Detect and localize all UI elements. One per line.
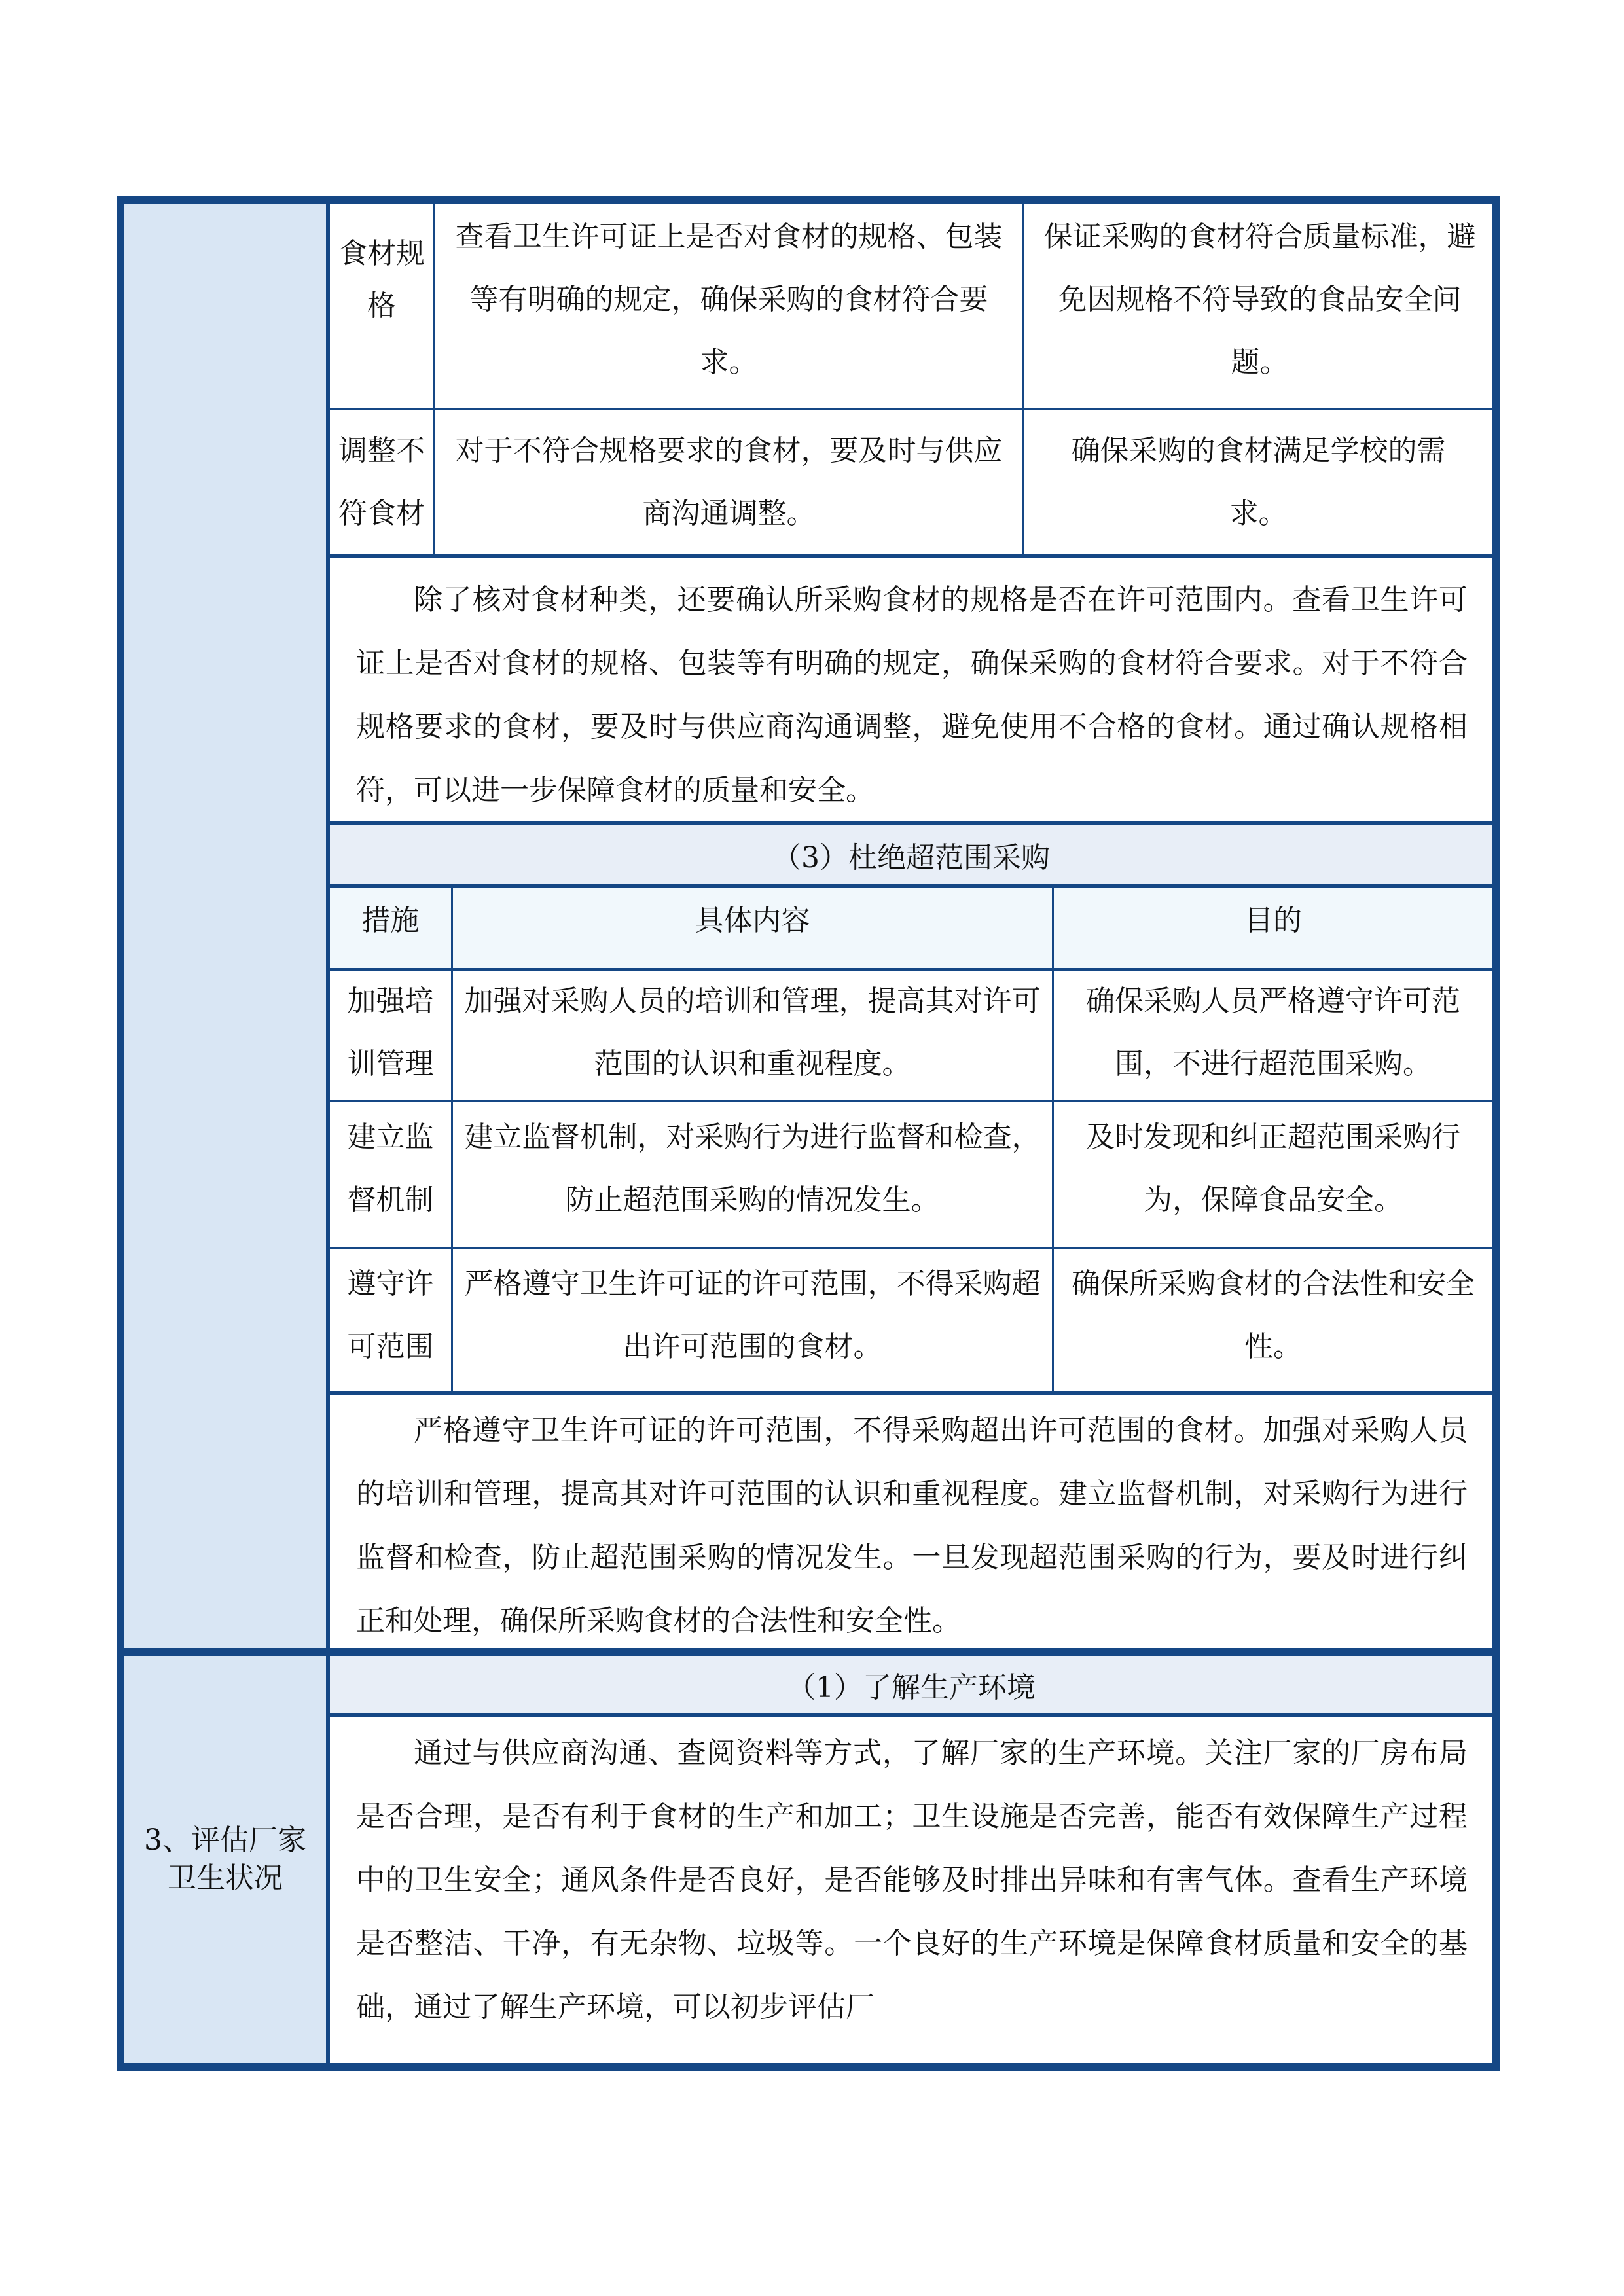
scope-row-3-measure: 遵守许可范围 <box>347 1267 434 1363</box>
spec-row-2-measure: 调整不符食材 <box>338 434 425 530</box>
spec-paragraph: 除了核对食材种类，还要确认所采购食材的规格是否在许可范围内。查看卫生许可证上是否对食材的规格、包装等有明确的规定，确保采购的食材符合要求。对于不符合规格要求的食材，要及时与供应商沟通调整，避免使用不合格的食材。通过确认规格相符，可以进一步保障食材的质量和安全。 <box>356 583 1468 807</box>
scope-row-2-measure: 建立监督机制 <box>347 1121 434 1217</box>
scope-row-3-content: 严格遵守卫生许可证的许可范围，不得采购超出许可范围的食材。 <box>464 1267 1041 1363</box>
section-3-subsection-1-title: （1）了解生产环境 <box>330 1656 1492 1713</box>
scope-table-header-content: 具体内容 <box>695 904 810 937</box>
scope-row-1-measure: 加强培训管理 <box>347 984 434 1081</box>
spec-row-1-purpose: 保证采购的食材符合质量标准，避免因规格不符导致的食品安全问题。 <box>1043 220 1476 379</box>
scope-row-2-content: 建立监督机制，对采购行为进行监督和检查，防止超范围采购的情况发生。 <box>464 1121 1041 1217</box>
spec-row-1-measure: 食材规格 <box>338 237 425 323</box>
scope-paragraph: 严格遵守卫生许可证的许可范围，不得采购超出许可范围的食材。加强对采购人员的培训和管理，提高其对许可范围的认识和重视程度。建立监督机制，对采购行为进行监督和检查，防止超范围采购的情况发生。一旦发现超范围采购的行为，要及时进行纠正和处理，确保所采购食材的合法性和安全性。 <box>356 1414 1468 1638</box>
scope-row-3-purpose: 确保所采购食材的合法性和安全性。 <box>1072 1267 1475 1363</box>
production-environment-paragraph: 通过与供应商沟通、查阅资料等方式，了解厂家的生产环境。关注厂家的厂房布局是否合理，是否有利于食材的生产和加工；卫生设施是否完善，能否有效保障生产过程中的卫生安全；通风条件是否良好，是否能够及时排出异味和有害气体。查看生产环境是否整洁、干净，有无杂物、垃圾等。一个良好的生产环境是保障食材质量和安全的基础，通过了解生产环境，可以初步评估厂 <box>356 1736 1468 2024</box>
section-3-label: 3、评估厂家卫生状况 <box>124 1656 326 2063</box>
scope-row-1-content: 加强对采购人员的培训和管理，提高其对许可范围的认识和重视程度。 <box>464 984 1041 1081</box>
section-2-label-cell <box>124 204 326 1648</box>
scope-row-2-purpose: 及时发现和纠正超范围采购行为，保障食品安全。 <box>1086 1121 1460 1217</box>
scope-table-header-measure: 措施 <box>361 904 420 937</box>
spec-row-1-content: 查看卫生许可证上是否对食材的规格、包装等有明确的规定，确保采购的食材符合要求。 <box>455 220 1003 379</box>
spec-row-2-content: 对于不符合规格要求的食材，要及时与供应商沟通调整。 <box>455 434 1003 530</box>
scope-row-1-purpose: 确保采购人员严格遵守许可范围，不进行超范围采购。 <box>1086 984 1460 1081</box>
scope-table-header-purpose: 目的 <box>1244 904 1302 937</box>
spec-row-2-purpose: 确保采购的食材满足学校的需求。 <box>1071 434 1446 530</box>
subsection-3-title: （3）杜绝超范围采购 <box>330 825 1492 884</box>
